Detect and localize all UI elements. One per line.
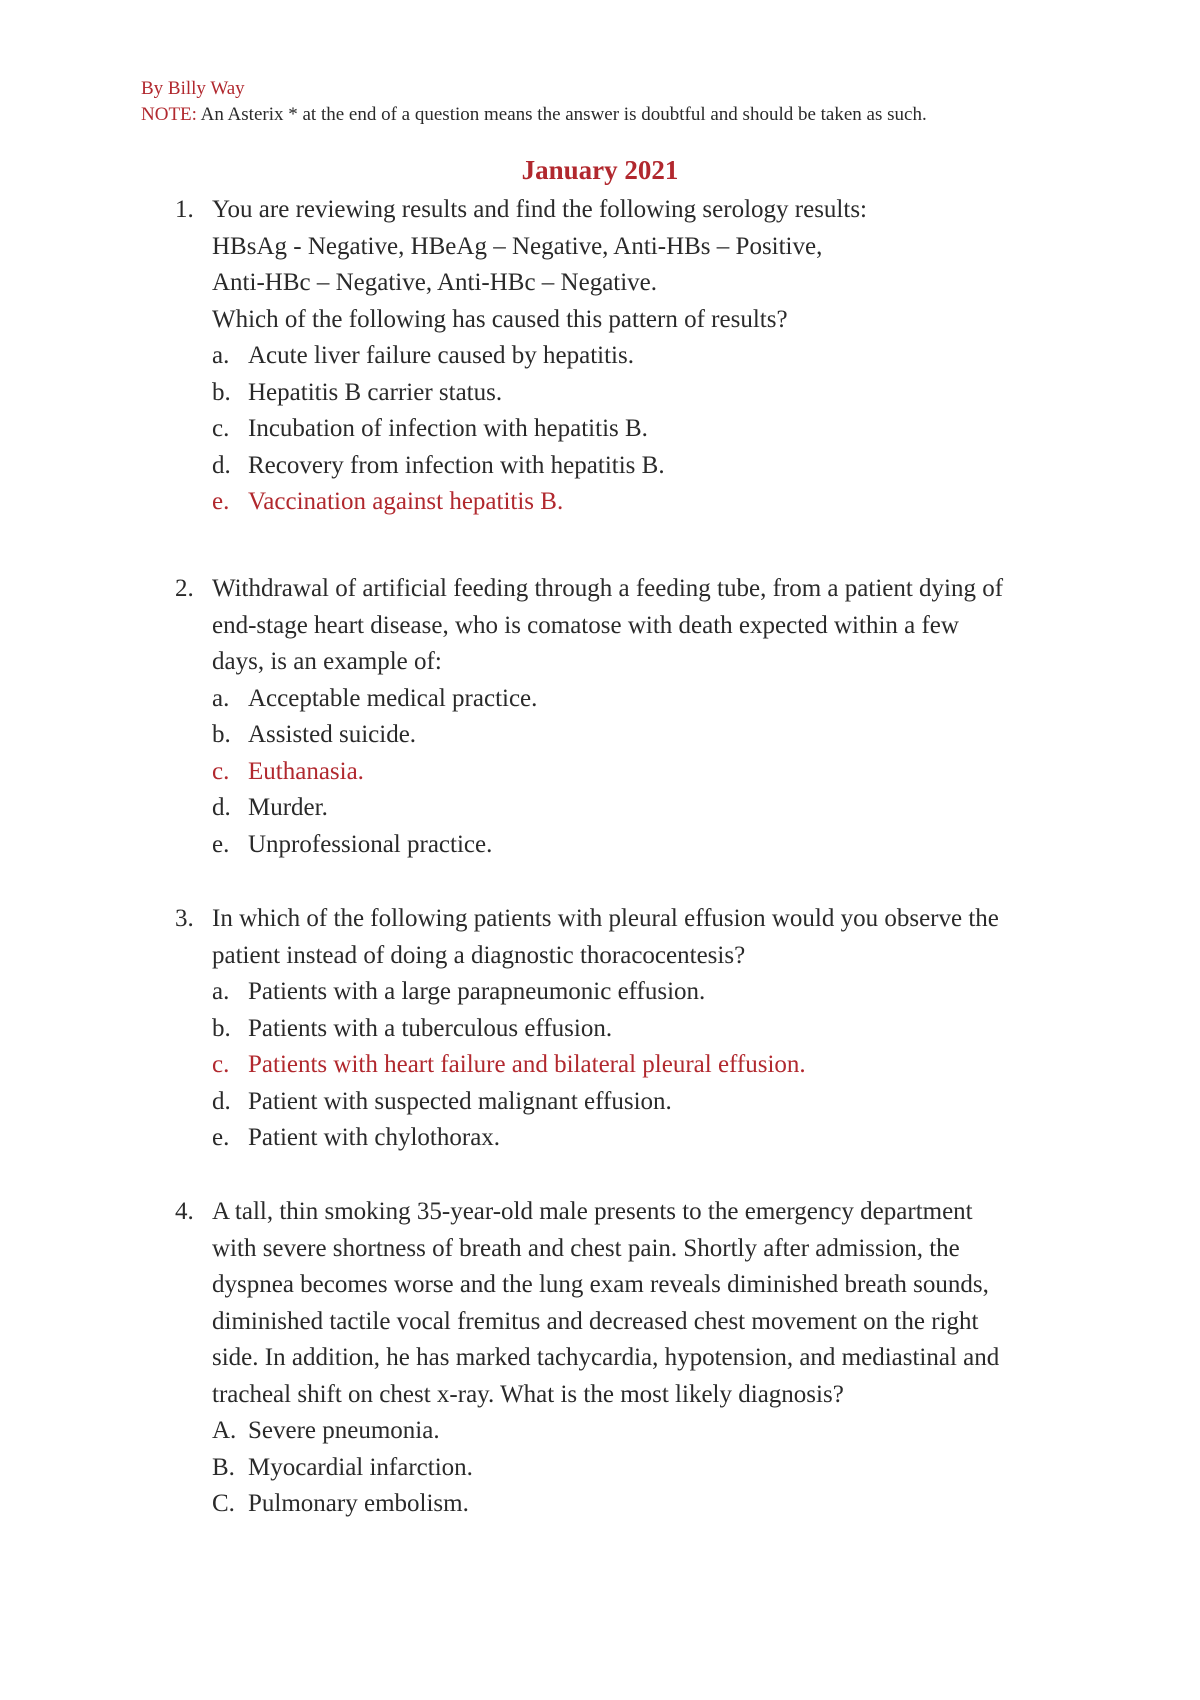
question-line: with severe shortness of breath and chest pain. Shortly after admission, the (212, 1234, 960, 1262)
option-text: Patients with a tuberculous effusion. (248, 1014, 613, 1042)
option-letter: b. (212, 1014, 231, 1042)
question-line: Which of the following has caused this pattern of results? (212, 305, 788, 333)
option-letter: b. (212, 378, 231, 406)
author-line: By Billy Way (141, 78, 245, 99)
option-a (212, 974, 1075, 1011)
answer-options (212, 974, 1075, 1157)
note-text: An Asterix * at the end of a question means the answer is doubtful and should be taken as such. (196, 104, 927, 125)
document-header (141, 76, 1141, 128)
question-number: 4. (175, 1198, 194, 1225)
question-2 (175, 571, 1075, 863)
option-text: Patient with suspected malignant effusion. (248, 1087, 672, 1115)
question-line: HBsAg - Negative, HBeAg – Negative, Anti-HBs – Positive, (212, 232, 823, 260)
question-line: Anti-HBc – Negative, Anti-HBc – Negative. (212, 269, 658, 296)
option-c-correct-answer (212, 1047, 1075, 1084)
option-letter: e. (212, 830, 230, 858)
option-text: Recovery from infection with hepatitis B. (248, 451, 665, 479)
question-line: dyspnea becomes worse and the lung exam reveals diminished breath sounds, (212, 1271, 989, 1298)
option-text: Pulmonary embolism. (248, 1490, 469, 1517)
option-letter: b. (212, 721, 231, 748)
option-c-correct-answer (212, 754, 1075, 791)
option-d (212, 790, 1075, 827)
option-text: Hepatitis B carrier status. (248, 378, 503, 406)
option-letter: e. (212, 1124, 230, 1151)
option-e (212, 1120, 1075, 1157)
option-c (212, 1486, 1075, 1523)
option-b (212, 375, 1075, 412)
question-line: diminished tactile vocal fremitus and decreased chest movement on the right (212, 1307, 979, 1335)
question-line: Withdrawal of artificial feeding through a feeding tube, from a patient dying of (212, 575, 1004, 602)
option-letter: A. (212, 1417, 237, 1444)
question-number: 2. (175, 575, 194, 602)
option-d (212, 1084, 1075, 1121)
option-text: Unprofessional practice. (248, 830, 493, 858)
question-line: tracheal shift on chest x-ray. What is the most likely diagnosis? (212, 1380, 844, 1408)
option-b (212, 717, 1075, 754)
option-text: Acceptable medical practice. (248, 684, 538, 712)
option-e (212, 827, 1075, 864)
option-text: Severe pneumonia. (248, 1417, 440, 1444)
question-line: A tall, thin smoking 35-year-old male presents to the emergency department (212, 1198, 973, 1225)
question-text (212, 1194, 1075, 1413)
option-b (212, 1011, 1075, 1048)
question-1 (175, 192, 1075, 521)
question-line: You are reviewing results and find the following serology results: (212, 196, 867, 223)
option-letter: C. (212, 1490, 235, 1517)
question-line: days, is an example of: (212, 648, 442, 675)
question-number: 3. (175, 905, 194, 932)
option-text: Incubation of infection with hepatitis B. (248, 415, 648, 442)
option-letter: d. (212, 451, 231, 479)
option-letter: c. (212, 757, 230, 785)
answer-options (212, 1413, 1075, 1523)
option-c (212, 411, 1075, 448)
option-a (212, 338, 1075, 375)
option-text: Murder. (248, 794, 328, 821)
option-e-correct-answer (212, 484, 1075, 521)
note-line (141, 102, 1141, 128)
note-label: NOTE: (141, 104, 197, 125)
question-text (212, 192, 1075, 338)
option-letter: c. (212, 415, 230, 442)
option-letter: d. (212, 794, 231, 821)
option-letter: d. (212, 1087, 231, 1115)
option-text: Assisted suicide. (248, 721, 417, 748)
option-text: Patients with heart failure and bilateral pleural effusion. (248, 1051, 806, 1078)
option-letter: B. (212, 1453, 235, 1481)
option-text: Patient with chylothorax. (248, 1124, 501, 1151)
question-number: 1. (175, 196, 194, 223)
option-b (212, 1450, 1075, 1487)
option-letter: a. (212, 684, 230, 712)
option-a (212, 681, 1075, 718)
question-line: end-stage heart disease, who is comatose with death expected within a few (212, 611, 959, 639)
option-text: Acute liver failure caused by hepatitis. (248, 342, 634, 369)
option-text: Myocardial infarction. (248, 1453, 473, 1481)
question-line: In which of the following patients with pleural effusion would you observe the (212, 905, 999, 932)
option-a (212, 1413, 1075, 1450)
option-letter: e. (212, 488, 230, 515)
question-text (212, 901, 1075, 974)
question-line: side. In addition, he has marked tachycardia, hypotension, and mediastinal and (212, 1344, 1000, 1371)
question-4 (175, 1194, 1075, 1523)
answer-options (212, 338, 1075, 521)
page-title: January 2021 (521, 155, 679, 185)
option-letter: a. (212, 342, 230, 369)
option-text: Euthanasia. (248, 757, 364, 785)
option-text: Patients with a large parapneumonic effusion. (248, 978, 706, 1005)
option-text: Vaccination against hepatitis B. (248, 488, 564, 515)
option-d (212, 448, 1075, 485)
option-letter: c. (212, 1051, 230, 1078)
question-text (212, 571, 1075, 681)
option-letter: a. (212, 978, 230, 1005)
answer-options (212, 681, 1075, 864)
question-3 (175, 901, 1075, 1157)
question-line: patient instead of doing a diagnostic thoracocentesis? (212, 941, 746, 969)
